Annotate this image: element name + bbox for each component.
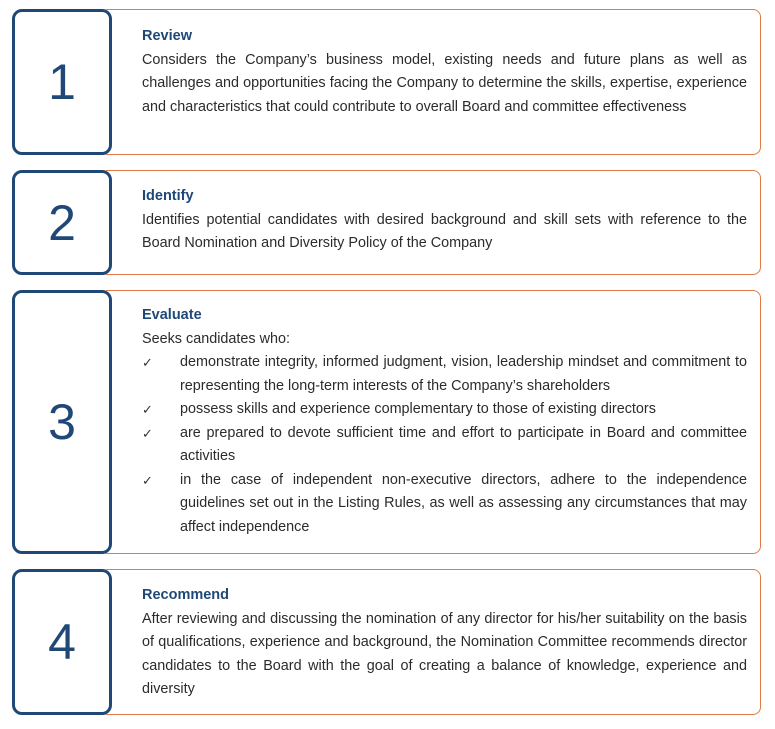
- step-description: Identifies potential candidates with desired background and skill sets with reference to the Board Nomination and Diversity Policy of the Company: [142, 211, 747, 251]
- criteria-item: [142, 398, 747, 422]
- step-title: Review: [142, 28, 192, 44]
- step-intro: Seeks candidates who:: [142, 330, 290, 347]
- step-number: 4: [12, 569, 112, 715]
- step-number: 2: [12, 170, 112, 275]
- step-title: Identify: [142, 188, 194, 204]
- criteria-item: [142, 469, 747, 540]
- step-title: Recommend: [142, 587, 230, 603]
- step-text: [142, 584, 747, 702]
- check-icon: ✓: [142, 355, 153, 370]
- check-icon: ✓: [142, 472, 153, 488]
- step-evaluate: [0, 290, 775, 554]
- criteria-item: [142, 422, 747, 469]
- step-text: [142, 185, 747, 256]
- step-text: [142, 304, 747, 539]
- step-text: [142, 25, 747, 119]
- step-identify: [0, 170, 775, 275]
- step-title: Evaluate: [142, 307, 202, 323]
- step-description: Considers the Company’s business model, existing needs and future plans as well as challenges and opportunities facing the Company to determine the skills, expertise, experience and characteristics that could contribute to overall Board and committee effectiveness: [142, 51, 747, 115]
- criteria-text: are prepared to devote sufficient time and effort to participate in Board and committee activities: [180, 424, 747, 464]
- criteria-text: in the case of independent non-executive directors, adhere to the independence guidelines set out in the Listing Rules, as well as assessing any circumstances that may affect independence: [180, 471, 747, 535]
- check-icon: ✓: [142, 425, 153, 441]
- criteria-item: [142, 351, 747, 398]
- criteria-list: [142, 351, 747, 539]
- step-recommend: [0, 569, 775, 715]
- check-icon: ✓: [142, 402, 153, 417]
- step-review: [0, 9, 775, 155]
- criteria-text: possess skills and experience complementary to those of existing directors: [180, 401, 656, 417]
- step-number: 3: [12, 290, 112, 554]
- step-description: After reviewing and discussing the nomination of any director for his/her suitability on the basis of qualifications, experience and background, the Nomination Committee recommends director candidates to the Board with the goal of creating a balance of knowledge, experience and diversity: [142, 610, 747, 697]
- criteria-text: demonstrate integrity, informed judgment, vision, leadership mindset and commitment to representing the long-term interests of the Company’s shareholders: [180, 354, 747, 394]
- step-number: 1: [12, 9, 112, 155]
